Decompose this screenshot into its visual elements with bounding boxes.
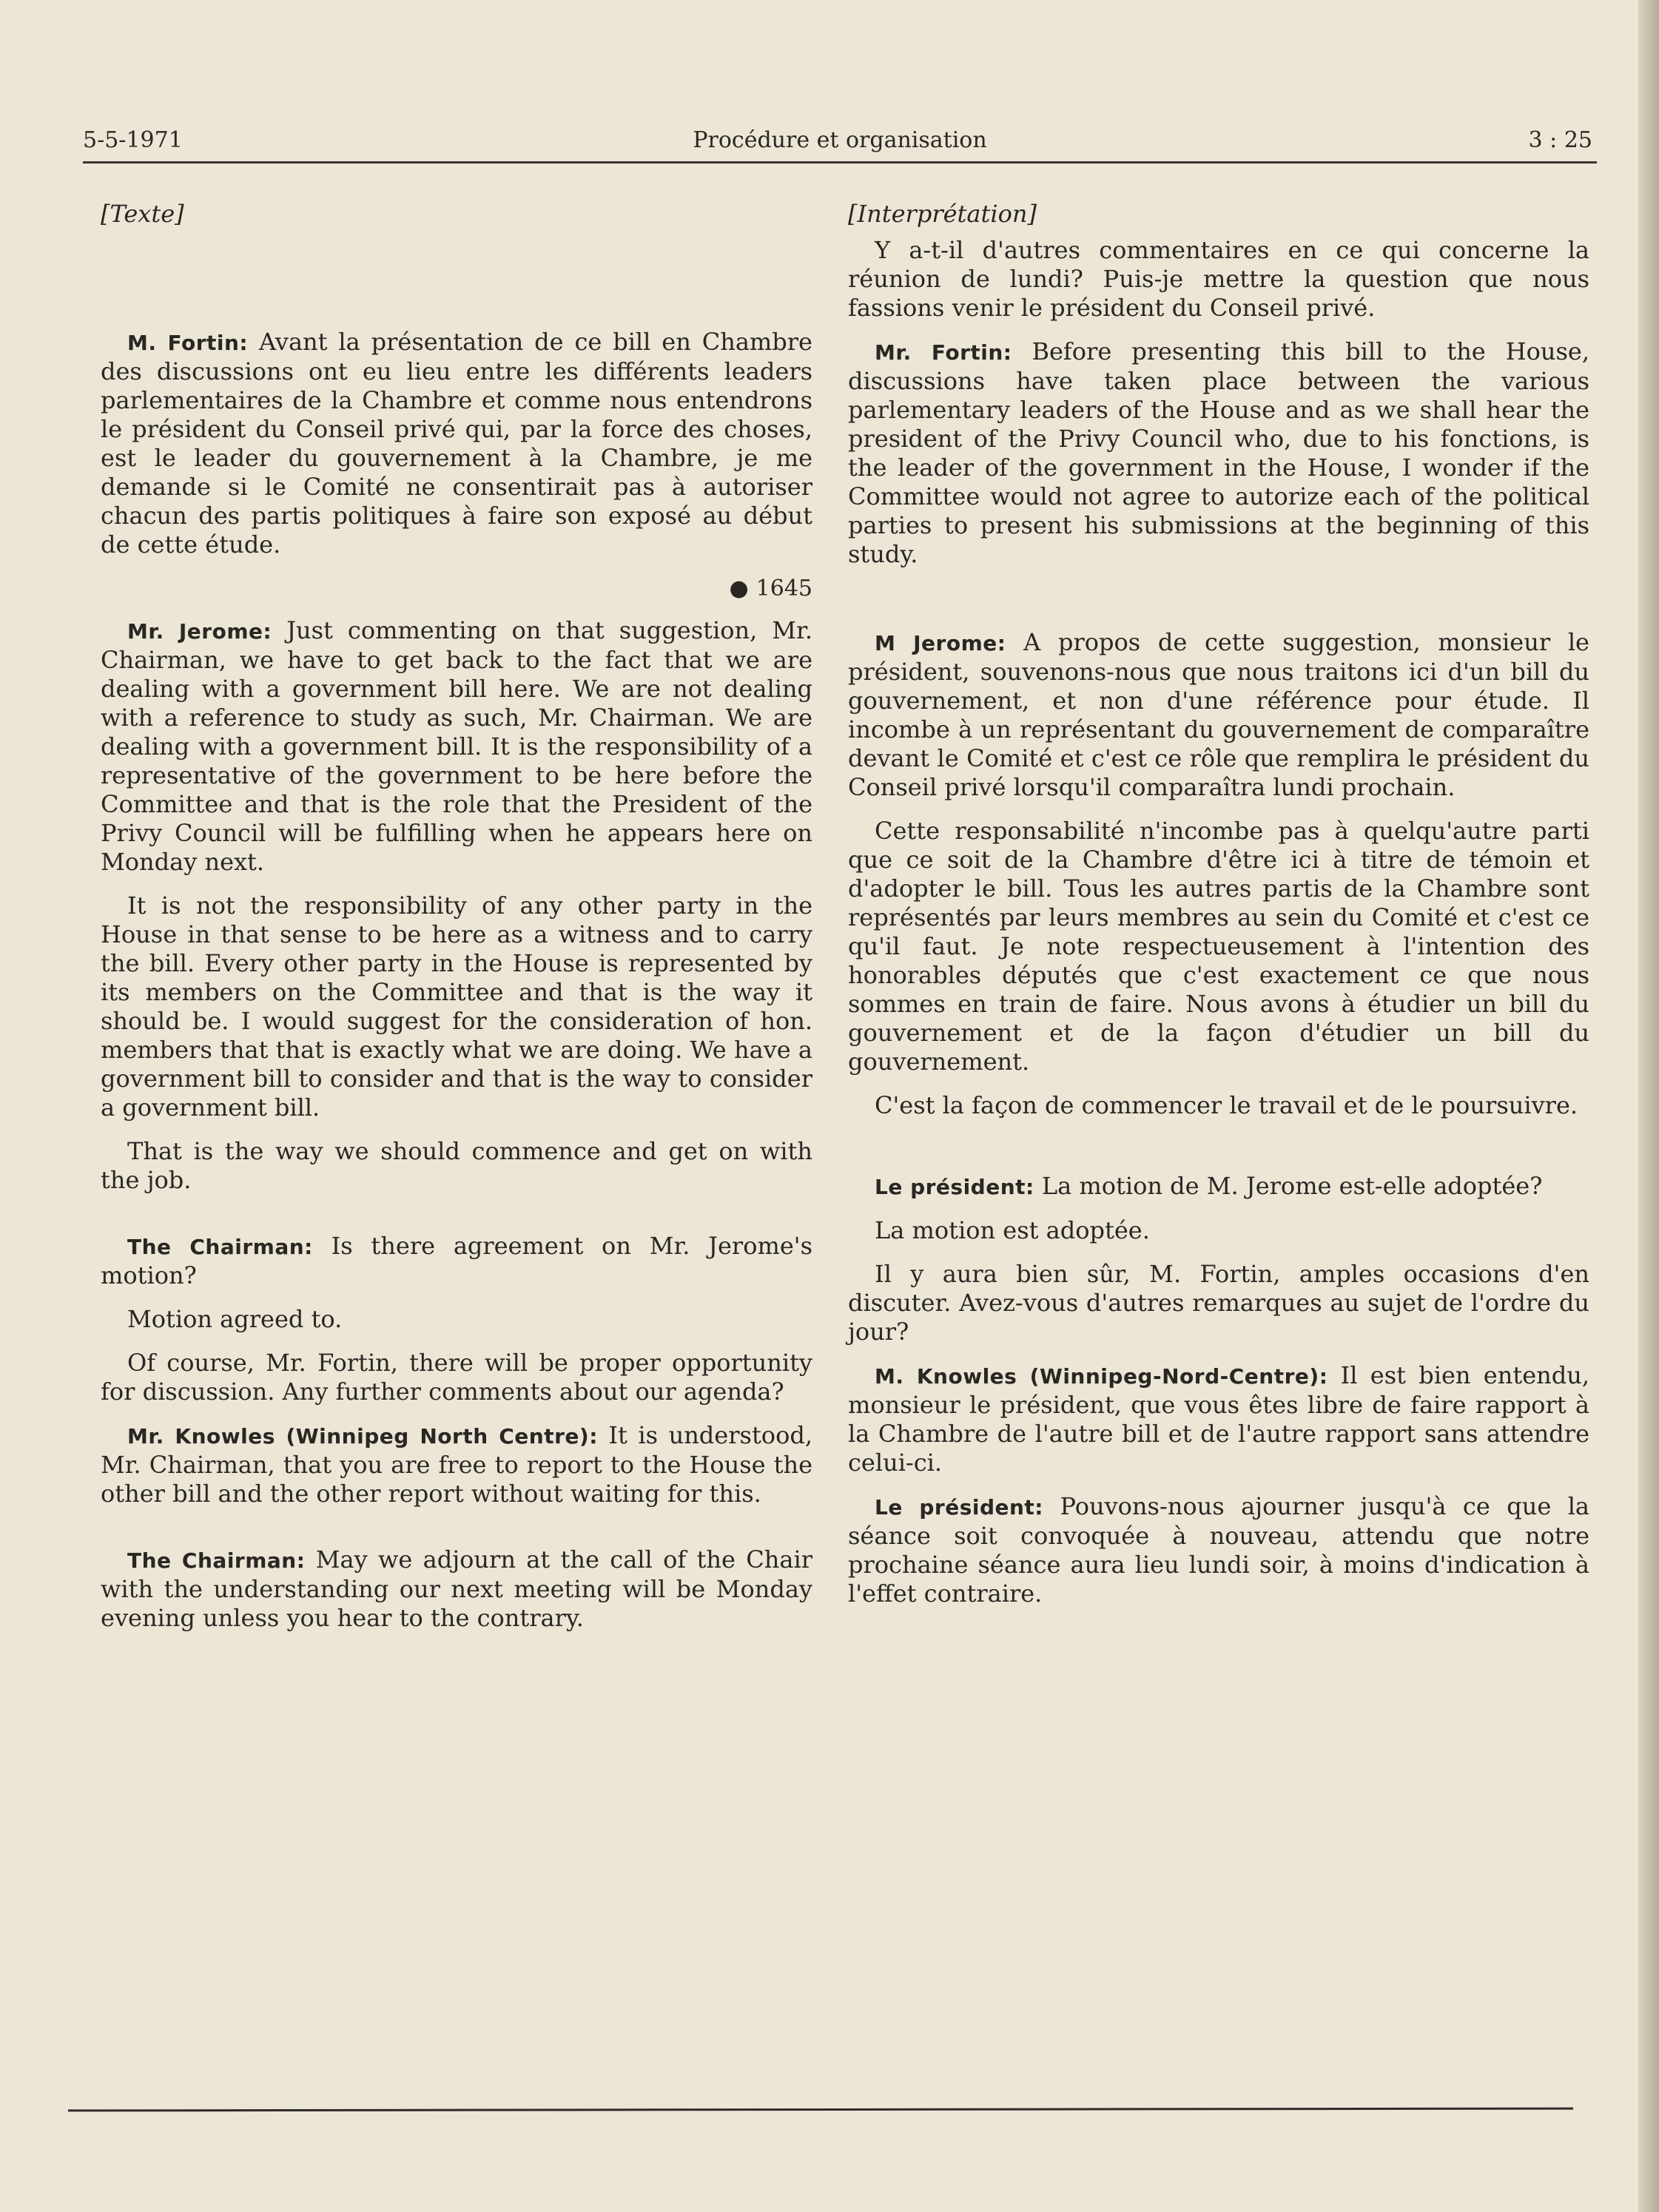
paragraph-jerome-closing: That is the way we should commence and get on with the job. <box>101 1137 812 1194</box>
speaker-name: Mr. Knowles (Winnipeg North Centre): <box>127 1424 598 1449</box>
paragraph-president-adjourn <box>848 1492 1589 1608</box>
column-gap <box>101 1523 812 1545</box>
header-date: 5-5-1971 <box>83 127 183 153</box>
paragraph-jerome <box>101 616 812 877</box>
speaker-name: The Chairman: <box>127 1548 306 1573</box>
speaker-name: M. Fortin: <box>127 331 249 355</box>
paragraph-chairman-opportunity: Of course, Mr. Fortin, there will be proper opportunity for discussion. Any further comments about our agenda? <box>101 1349 812 1406</box>
paper-edge <box>1638 0 1659 2212</box>
left-column-english <box>101 200 812 1648</box>
paragraph-interp-intro: Y a-t-il d'autres commentaires en ce qui concerne la réunion de lundi? Puis-je mettre la question que nous fassions venir le président du Conseil privé. <box>848 236 1589 322</box>
column-gap <box>848 584 1589 628</box>
paragraph-jerome-fr-closing: C'est la façon de commencer le travail et de le poursuivre. <box>875 1091 1578 1119</box>
paragraph-knowles <box>101 1421 812 1508</box>
speaker-name: The Chairman: <box>127 1235 313 1259</box>
right-column-french <box>848 200 1589 1623</box>
paragraph-jerome-fr-continued: Cette responsabilité n'incombe pas à quelqu'autre parti que ce soit de la Chambre d'être ici à titre de témoin et d'adopter le bill. Tous les autres partis de la Chambre sont représentés par leurs membres au sein du Comité et c'est ce qu'il faut. Je note respectueusement à l'intention des honorables députés que c'est exactement ce que nous sommes en train de faire. Nous avons à étudier un bill du gouvernement et de la façon d'étudier un bill du gouvernement. <box>848 817 1589 1076</box>
interpretation-marker: [Interprétation] <box>848 200 1037 228</box>
speech-text: Il est bien entendu, monsieur le président, que vous êtes libre de faire rapport à la Chambre de l'autre bill et de l'autre rapport sans attendre celui-ci. <box>848 1361 1589 1477</box>
speech-text: May we adjourn at the call of the Chair with the understanding our next meeting will be Monday evening unless you hear to the contrary. <box>101 1545 812 1632</box>
paragraph-motion-agreed: Motion agreed to. <box>127 1305 343 1333</box>
speaker-name: Mr. Jerome: <box>127 619 272 644</box>
speech-text: Pouvons-nous ajourner jusqu'à ce que la séance soit convoquée à nouveau, attendu que notre prochaine séance aura lieu lundi soir, à moins d'indication à l'effet contraire. <box>848 1492 1590 1608</box>
speech-text: Before presenting this bill to the House, discussions have taken place between the various parlementary leaders of the House and as we shall hear the president of the Privy Council who, due to his fonctions, is the leader of the government in the House, I wonder if the Committee would not agree to autorize each of the political parties to present his submissions at the beginning of this study. <box>848 337 1589 568</box>
header-page-number: 3 : 25 <box>1528 127 1592 153</box>
page-header <box>83 124 1597 163</box>
footer-rule <box>68 2108 1573 2112</box>
speech-text: Just commenting on that suggestion, Mr. Chairman, we have to get back to the fact that we are dealing with a government bill here. We are not dealing with a reference to study as such, Mr. Chairman. We are dealing with a government bill. It is the responsibility of a representative of the government to be here before the Committee and that is the role that the President of the Privy Council will be fulfilling when he appears here on Monday next. <box>101 616 812 876</box>
speaker-name: Le président: <box>875 1175 1034 1199</box>
paragraph-jerome-continued: It is not the responsibility of any other party in the House in that sense to be here as a witness and to carry the bill. Every other party in the House is represented by its members on the Committee and that is the way it should be. I would suggest for the consideration of hon. members that that is exactly what we are doing. We have a government bill to consider and that is the way to consider a government bill. <box>101 891 812 1122</box>
speaker-name: M Jerome: <box>875 631 1006 655</box>
paragraph-president-occasions: Il y aura bien sûr, M. Fortin, amples occasions d'en discuter. Avez-vous d'autres remarques au sujet de l'ordre du jour? <box>848 1260 1589 1346</box>
time-marker <box>101 574 812 603</box>
paragraph-president-motion <box>848 1172 1589 1201</box>
paragraph-jerome-fr <box>848 628 1589 802</box>
text-marker: [Texte] <box>101 200 184 228</box>
paragraph-motion-adopted: La motion est adoptée. <box>875 1216 1150 1244</box>
speaker-name: M. Knowles (Winnipeg-Nord-Centre): <box>875 1364 1328 1389</box>
speaker-name: Le président: <box>875 1495 1044 1520</box>
speech-text: La motion de M. Jerome est-elle adoptée? <box>1034 1172 1543 1200</box>
column-gap <box>848 1135 1589 1172</box>
time-value: 1645 <box>756 576 812 601</box>
column-gap <box>101 246 812 328</box>
speech-text: A propos de cette suggestion, monsieur le président, souvenons-nous que nous traitons ici d'un bill du gouvernement, et non d'une référence pour étude. Il incombe à un représentant du gouvernement de comparaître devant le Comité et c'est ce rôle que remplira le président du Conseil privé lorsqu'il comparaîtra lundi prochain. <box>848 628 1589 801</box>
paragraph-knowles-fr <box>848 1361 1589 1477</box>
paragraph-fortin-en <box>848 337 1589 569</box>
paragraph-chairman-motion <box>101 1232 812 1290</box>
bullet-icon: ● <box>729 576 749 601</box>
speech-text: It is understood, Mr. Chairman, that you are free to report to the House the other bill and the other report without waiting for this. <box>101 1421 812 1508</box>
speaker-name: Mr. Fortin: <box>875 340 1012 365</box>
paragraph-fortin-fr <box>101 328 812 559</box>
speech-text: Avant la présentation de ce bill en Chambre des discussions ont eu lieu entre les différents leaders parlementaires de la Chambre et comme nous entendrons le président du Conseil privé qui, par la force des choses, est le leader du gouvernement à la Chambre, je me demande si le Comité ne consentirait pas à autoriser chacun des partis politiques à faire son exposé au début de cette étude. <box>101 328 812 559</box>
speech-text: Is there agreement on Mr. Jerome's motion? <box>101 1232 812 1289</box>
paragraph-chairman-adjourn <box>101 1545 812 1633</box>
column-gap <box>101 1210 812 1232</box>
header-title: Procédure et organisation <box>693 127 987 153</box>
